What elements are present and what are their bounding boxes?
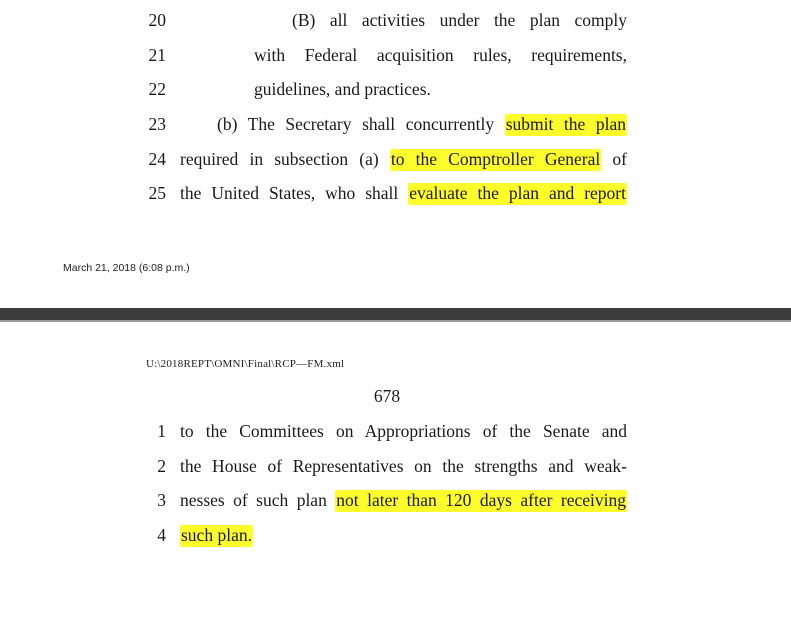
line-number: 3 — [157, 490, 166, 510]
line-1 — [0, 418, 791, 444]
page-separator — [0, 308, 791, 322]
line-text — [180, 146, 627, 172]
highlighted-text: evaluate the plan and report — [409, 183, 626, 203]
footer-date: March 21, 2018 (6:08 p.m.) — [63, 262, 190, 274]
text-segment: (B) all activities under the plan comply — [292, 10, 627, 30]
highlighted-text: such plan. — [181, 525, 252, 545]
highlighted-text: to the Comptroller General — [390, 149, 601, 169]
text-segment: to the Committees on Appropriations of the Senate and — [180, 421, 627, 441]
text-segment: guidelines, and practices. — [254, 79, 431, 99]
line-text — [180, 522, 253, 548]
line-text — [180, 418, 627, 444]
line-2 — [0, 453, 791, 479]
line-21 — [0, 42, 791, 68]
line-text — [217, 111, 627, 137]
line-23 — [0, 111, 791, 137]
text-segment: required in subsection (a) — [180, 149, 390, 169]
line-20 — [0, 7, 791, 33]
line-22 — [0, 76, 791, 102]
line-number: 21 — [148, 45, 166, 65]
text-segment: (b) The Secretary shall concurrently — [217, 114, 505, 134]
text-segment: of — [601, 149, 628, 169]
document-page-bottom — [0, 322, 791, 638]
line-number: 23 — [148, 114, 166, 134]
line-number: 25 — [148, 183, 166, 203]
text-segment: with Federal acquisition rules, requirements, — [254, 45, 627, 65]
highlighted-text: not later than 120 days after receiving — [336, 490, 626, 510]
line-number: 4 — [157, 525, 166, 545]
line-text — [180, 453, 627, 479]
line-3 — [0, 487, 791, 513]
line-number: 20 — [148, 10, 166, 30]
line-25 — [0, 180, 791, 206]
text-segment: the United States, who shall — [180, 183, 409, 203]
highlighted-text: submit the plan — [505, 114, 626, 134]
text-segment: the House of Representatives on the strengths and weak- — [180, 456, 627, 476]
line-text — [292, 7, 627, 33]
line-text — [180, 180, 627, 206]
line-text — [180, 487, 627, 513]
line-4 — [0, 522, 791, 548]
line-number: 24 — [148, 149, 166, 169]
line-number: 22 — [148, 79, 166, 99]
line-text — [254, 76, 431, 102]
page-number: 678 — [373, 386, 401, 406]
line-text — [254, 42, 627, 68]
line-24 — [0, 146, 791, 172]
line-number: 2 — [157, 456, 166, 476]
line-number: 1 — [157, 421, 166, 441]
file-path-header: U:\2018REPT\OMNI\Final\RCP—FM.xml — [146, 358, 345, 370]
text-segment: nesses of such plan — [180, 490, 336, 510]
